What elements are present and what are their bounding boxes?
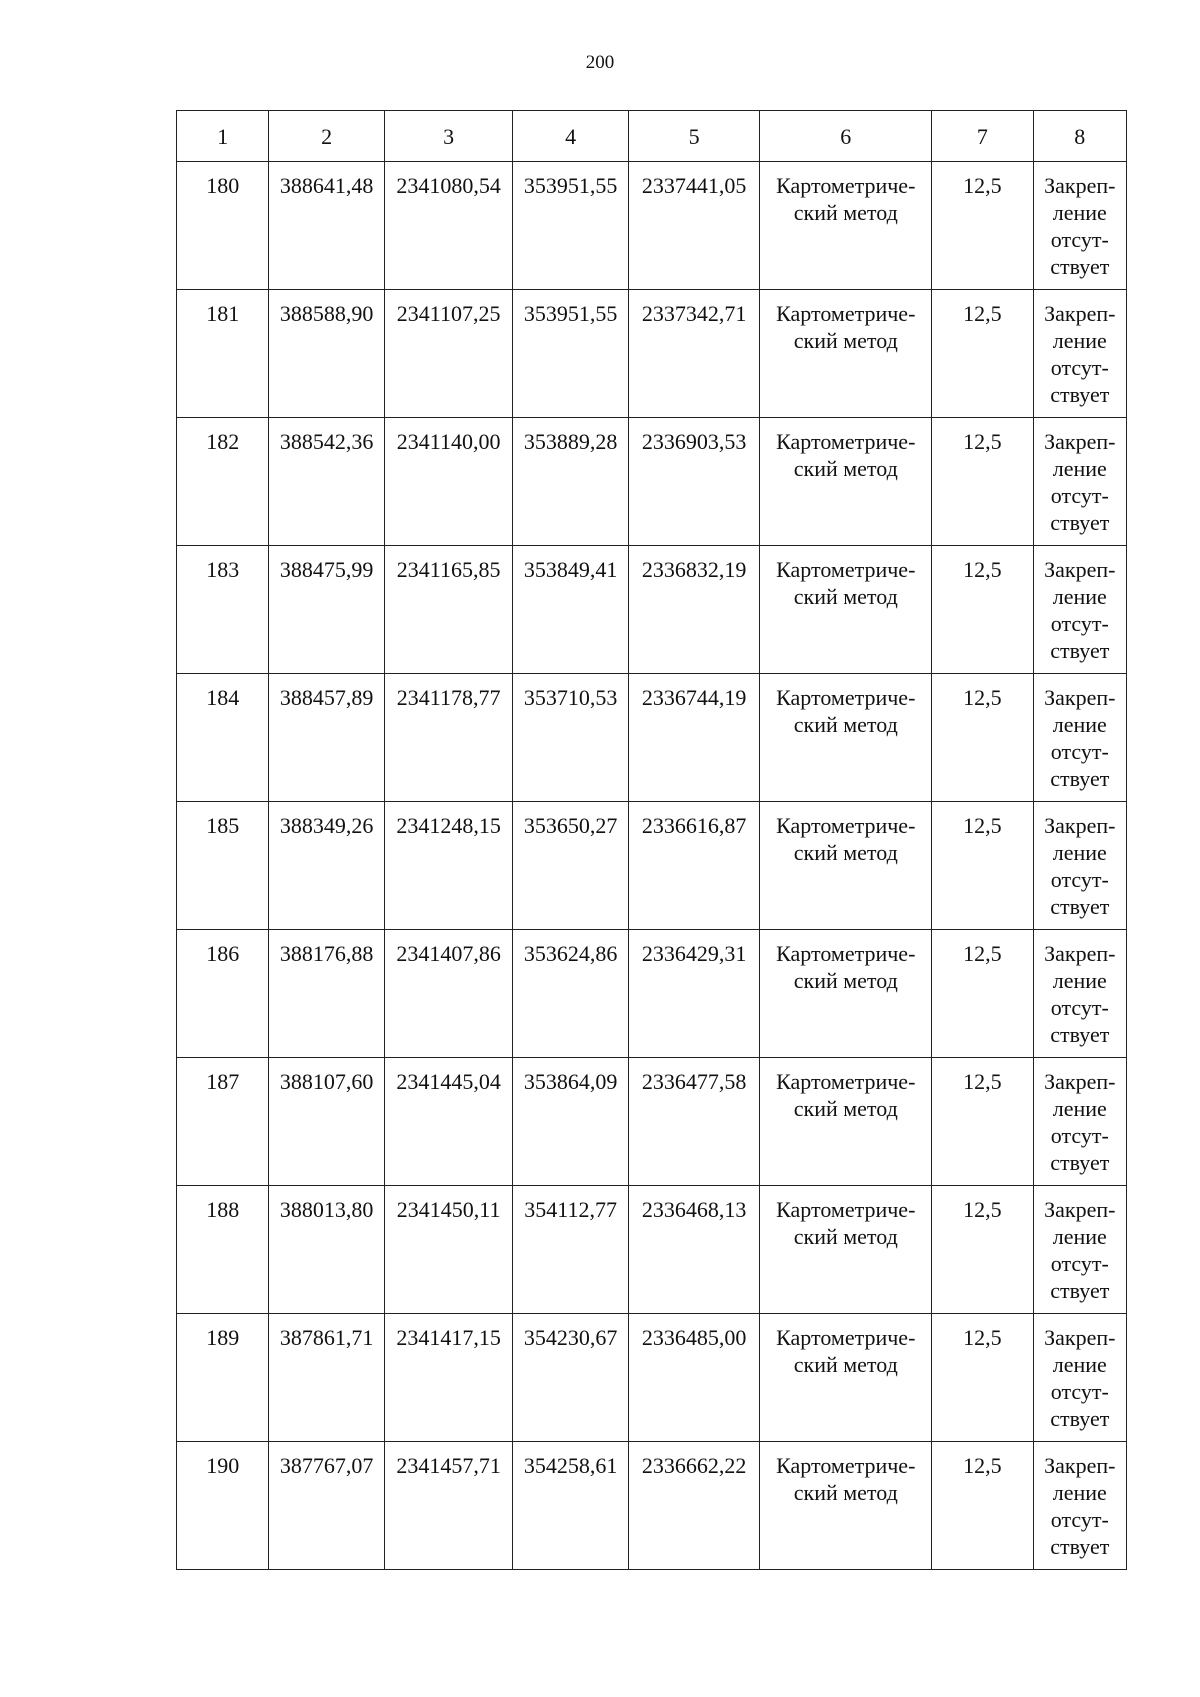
coord-x1-cell: 388542,36	[269, 418, 384, 546]
table-row	[177, 930, 1127, 1058]
table-row	[177, 1314, 1127, 1442]
fixing-cell	[1033, 162, 1126, 290]
coord-x2-cell: 354112,77	[513, 1186, 628, 1314]
fixing-cell	[1033, 802, 1126, 930]
fixing-line: отсут-	[1050, 355, 1109, 380]
coord-y2-cell: 2336832,19	[628, 546, 760, 674]
method-line: Картометриче-	[776, 1069, 916, 1094]
point-number-cell: 186	[177, 930, 269, 1058]
fixing-line: отсут-	[1050, 1123, 1109, 1148]
coord-y2-cell: 2336616,87	[628, 802, 760, 930]
coord-x2-cell: 353650,27	[513, 802, 628, 930]
method-line: Картометриче-	[776, 173, 916, 198]
point-number-cell: 180	[177, 162, 269, 290]
method-line: ский метод	[793, 328, 898, 353]
method-line: Картометриче-	[776, 685, 916, 710]
coord-x1-cell: 388588,90	[269, 290, 384, 418]
table-row	[177, 162, 1127, 290]
coord-x2-cell: 353864,09	[513, 1058, 628, 1186]
fixing-line: Закреп-	[1044, 1325, 1116, 1350]
fixing-cell	[1033, 674, 1126, 802]
fixing-line: ствует	[1050, 1150, 1110, 1175]
fixing-line: ление	[1052, 1096, 1107, 1121]
coord-y1-cell: 2341417,15	[384, 1314, 513, 1442]
coord-y1-cell: 2341450,11	[384, 1186, 513, 1314]
fixing-cell	[1033, 546, 1126, 674]
method-line: ский метод	[793, 1224, 898, 1249]
method-line: ский метод	[793, 200, 898, 225]
coord-y2-cell: 2336744,19	[628, 674, 760, 802]
accuracy-cell: 12,5	[932, 674, 1033, 802]
coord-x2-cell: 353951,55	[513, 290, 628, 418]
fixing-line: ление	[1052, 840, 1107, 865]
table-row	[177, 1058, 1127, 1186]
table-row	[177, 1186, 1127, 1314]
coord-y1-cell: 2341457,71	[384, 1442, 513, 1570]
coord-y2-cell: 2337441,05	[628, 162, 760, 290]
method-line: Картометриче-	[776, 1325, 916, 1350]
coord-y1-cell: 2341248,15	[384, 802, 513, 930]
coord-x2-cell: 354258,61	[513, 1442, 628, 1570]
table-header	[177, 111, 1127, 162]
header-cell: 6	[760, 111, 932, 162]
point-number-cell: 182	[177, 418, 269, 546]
fixing-line: ствует	[1050, 766, 1110, 791]
point-number-cell: 184	[177, 674, 269, 802]
point-number-cell: 189	[177, 1314, 269, 1442]
point-number-cell: 187	[177, 1058, 269, 1186]
coord-y1-cell: 2341445,04	[384, 1058, 513, 1186]
fixing-cell	[1033, 1442, 1126, 1570]
coordinates-table	[176, 110, 1127, 1570]
fixing-cell	[1033, 290, 1126, 418]
fixing-cell	[1033, 418, 1126, 546]
accuracy-cell: 12,5	[932, 418, 1033, 546]
method-line: ский метод	[793, 584, 898, 609]
header-cell: 8	[1033, 111, 1126, 162]
page-number: 200	[585, 52, 615, 73]
fixing-cell	[1033, 1058, 1126, 1186]
coord-x2-cell: 353710,53	[513, 674, 628, 802]
accuracy-cell: 12,5	[932, 290, 1033, 418]
fixing-line: ствует	[1050, 382, 1110, 407]
fixing-line: Закреп-	[1044, 301, 1116, 326]
fixing-line: Закреп-	[1044, 1197, 1116, 1222]
coord-x1-cell: 388107,60	[269, 1058, 384, 1186]
coord-y1-cell: 2341080,54	[384, 162, 513, 290]
coord-x2-cell: 353889,28	[513, 418, 628, 546]
method-cell	[760, 1058, 932, 1186]
fixing-line: ствует	[1050, 638, 1110, 663]
fixing-line: Закреп-	[1044, 1453, 1116, 1478]
coord-x1-cell: 387861,71	[269, 1314, 384, 1442]
point-number-cell: 185	[177, 802, 269, 930]
accuracy-cell: 12,5	[932, 930, 1033, 1058]
fixing-line: ствует	[1050, 510, 1110, 535]
table-row	[177, 290, 1127, 418]
header-row	[177, 111, 1127, 162]
method-line: ский метод	[793, 1480, 898, 1505]
fixing-line: ствует	[1050, 1022, 1110, 1047]
coord-y1-cell: 2341107,25	[384, 290, 513, 418]
accuracy-cell: 12,5	[932, 1442, 1033, 1570]
method-cell	[760, 546, 932, 674]
fixing-line: Закреп-	[1044, 1069, 1116, 1094]
method-line: ский метод	[793, 1352, 898, 1377]
coord-y2-cell: 2337342,71	[628, 290, 760, 418]
coord-x1-cell: 388457,89	[269, 674, 384, 802]
coord-y1-cell: 2341407,86	[384, 930, 513, 1058]
method-line: Картометриче-	[776, 941, 916, 966]
method-cell	[760, 290, 932, 418]
header-cell: 4	[513, 111, 628, 162]
coord-x1-cell: 387767,07	[269, 1442, 384, 1570]
fixing-line: Закреп-	[1044, 173, 1116, 198]
coord-y2-cell: 2336429,31	[628, 930, 760, 1058]
method-line: ский метод	[793, 712, 898, 737]
coord-y2-cell: 2336468,13	[628, 1186, 760, 1314]
table-row	[177, 802, 1127, 930]
fixing-line: ствует	[1050, 1406, 1110, 1431]
fixing-line: ствует	[1050, 1534, 1110, 1559]
method-cell	[760, 674, 932, 802]
coord-y2-cell: 2336485,00	[628, 1314, 760, 1442]
fixing-line: Закреп-	[1044, 429, 1116, 454]
fixing-line: отсут-	[1050, 995, 1109, 1020]
coord-y2-cell: 2336662,22	[628, 1442, 760, 1570]
accuracy-cell: 12,5	[932, 1058, 1033, 1186]
method-cell	[760, 930, 932, 1058]
fixing-line: ствует	[1050, 1278, 1110, 1303]
fixing-line: отсут-	[1050, 1251, 1109, 1276]
fixing-line: ление	[1052, 584, 1107, 609]
fixing-line: отсут-	[1050, 611, 1109, 636]
fixing-line: отсут-	[1050, 227, 1109, 252]
coord-y1-cell: 2341140,00	[384, 418, 513, 546]
coord-x2-cell: 354230,67	[513, 1314, 628, 1442]
accuracy-cell: 12,5	[932, 1186, 1033, 1314]
fixing-line: ление	[1052, 200, 1107, 225]
method-cell	[760, 1186, 932, 1314]
fixing-line: ление	[1052, 1224, 1107, 1249]
fixing-cell	[1033, 930, 1126, 1058]
method-line: ский метод	[793, 840, 898, 865]
method-line: ский метод	[793, 968, 898, 993]
fixing-line: ление	[1052, 456, 1107, 481]
header-cell: 5	[628, 111, 760, 162]
method-cell	[760, 162, 932, 290]
coord-y1-cell: 2341165,85	[384, 546, 513, 674]
fixing-line: отсут-	[1050, 739, 1109, 764]
coord-x2-cell: 353951,55	[513, 162, 628, 290]
method-line: Картометриче-	[776, 1453, 916, 1478]
fixing-line: Закреп-	[1044, 557, 1116, 582]
coord-x2-cell: 353624,86	[513, 930, 628, 1058]
coord-y2-cell: 2336477,58	[628, 1058, 760, 1186]
fixing-line: Закреп-	[1044, 941, 1116, 966]
method-line: Картометриче-	[776, 557, 916, 582]
method-cell	[760, 802, 932, 930]
fixing-line: ствует	[1050, 254, 1110, 279]
method-line: Картометриче-	[776, 813, 916, 838]
fixing-line: ление	[1052, 968, 1107, 993]
coord-x1-cell: 388176,88	[269, 930, 384, 1058]
method-cell	[760, 1442, 932, 1570]
coord-y2-cell: 2336903,53	[628, 418, 760, 546]
method-cell	[760, 418, 932, 546]
accuracy-cell: 12,5	[932, 1314, 1033, 1442]
coord-x1-cell: 388475,99	[269, 546, 384, 674]
header-cell: 2	[269, 111, 384, 162]
coord-x1-cell: 388641,48	[269, 162, 384, 290]
table-row	[177, 546, 1127, 674]
accuracy-cell: 12,5	[932, 162, 1033, 290]
header-cell: 3	[384, 111, 513, 162]
method-line: ский метод	[793, 1096, 898, 1121]
method-line: Картометриче-	[776, 1197, 916, 1222]
method-line: ский метод	[793, 456, 898, 481]
method-cell	[760, 1314, 932, 1442]
fixing-line: отсут-	[1050, 1507, 1109, 1532]
fixing-line: отсут-	[1050, 867, 1109, 892]
point-number-cell: 181	[177, 290, 269, 418]
coord-x1-cell: 388013,80	[269, 1186, 384, 1314]
accuracy-cell: 12,5	[932, 546, 1033, 674]
method-line: Картометриче-	[776, 429, 916, 454]
point-number-cell: 190	[177, 1442, 269, 1570]
coord-y1-cell: 2341178,77	[384, 674, 513, 802]
fixing-line: ление	[1052, 1480, 1107, 1505]
method-line: Картометриче-	[776, 301, 916, 326]
table-body	[177, 162, 1127, 1570]
header-cell: 7	[932, 111, 1033, 162]
header-cell: 1	[177, 111, 269, 162]
fixing-line: отсут-	[1050, 1379, 1109, 1404]
coord-x1-cell: 388349,26	[269, 802, 384, 930]
fixing-line: ствует	[1050, 894, 1110, 919]
fixing-line: ление	[1052, 1352, 1107, 1377]
coord-x2-cell: 353849,41	[513, 546, 628, 674]
fixing-cell	[1033, 1186, 1126, 1314]
fixing-line: отсут-	[1050, 483, 1109, 508]
table-row	[177, 1442, 1127, 1570]
accuracy-cell: 12,5	[932, 802, 1033, 930]
fixing-line: Закреп-	[1044, 813, 1116, 838]
table-row	[177, 674, 1127, 802]
fixing-line: Закреп-	[1044, 685, 1116, 710]
fixing-cell	[1033, 1314, 1126, 1442]
fixing-line: ление	[1052, 712, 1107, 737]
point-number-cell: 188	[177, 1186, 269, 1314]
table-row	[177, 418, 1127, 546]
point-number-cell: 183	[177, 546, 269, 674]
fixing-line: ление	[1052, 328, 1107, 353]
